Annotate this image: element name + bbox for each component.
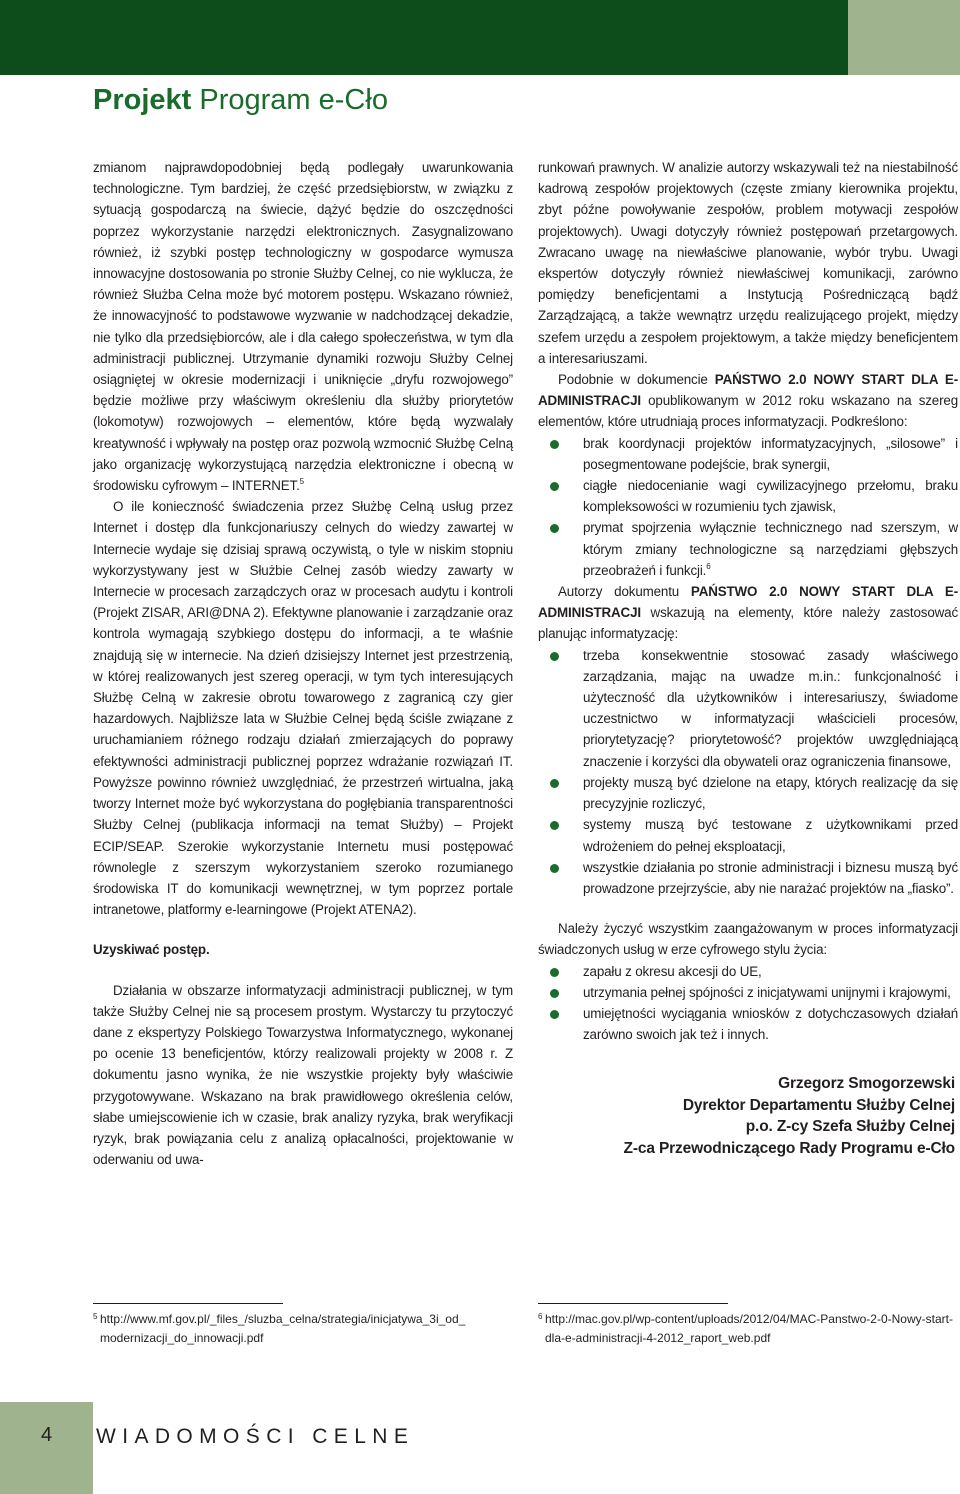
signature-role: Dyrektor Departamentu Służby Celnej (682, 1096, 955, 1114)
footnote-number: 5 (93, 1312, 98, 1321)
bullet-list-1 (538, 433, 958, 581)
right-paragraph-1: runkowań prawnych. W analizie autorzy wskazywali też na niestabilność kadrową zespołów projektowych (częste zmiany kierownika projektu, zbyt późne powoływanie zespołów, problem motywacji zespołów projektowych). Uwagi dotyczyły również postępowań przetargowych. Zwracano uwagę na niewłaściwe planowanie, wybór trybu. Uwagi ekspertów dotyczyły również niewłaściwej komunikacji, zarówno pomiędzy beneficjentami a Instytucją Pośredniczącą bądź Zarządzającą, a także wewnątrz urzędu realizującego projekt, między szefem urzędu a zespołem projektowym, a także między beneficjentem a interesariuszami. (538, 160, 958, 366)
left-paragraph-1-text: zmianom najprawdopodobniej będą podlegały uwarunkowania technologiczne. Tym bardziej, że część przedsiębiorstw, w związku z sytuacją gospodarczą na świecie, dążyć będzie do oszczędności poprzez wykorzystanie narzędzi elektronicznych. Zasygnalizowano również, iż szybki postęp technologiczny w gospodarce wymusza innowacyjne dostosowania po stronie Służby Celnej, co nie wyklucza, że również Służba Celna może być motorem postępu. Wskazano również, że innowacyjność to podstawowe wyzwanie w nadchodzącej dekadzie, nie tylko dla przedsiębiorców, ale i dla całego społeczeństwa, w tym dla administracji publicznej. Utrzymanie dynamiki rozwoju Służby Celnej osiągniętej w okresie modernizacji i uniknięcie „dryfu rozwojowego” będzie możliwe przy właściwym określeniu dla służby priorytetów (lokomotyw) rozwojowych – elementów, które będą wyzwalały kreatywność i wpływały na postęp oraz pozwolą wzmocnić Służbę Celną jako organizację wykorzystującą narzędzia elektroniczne i obecną w środowisku cyfrowym – INTERNET. (93, 160, 513, 494)
header-bar (0, 0, 848, 75)
signature-name: Grzegorz Smogorzewski (778, 1075, 955, 1093)
list-item: umiejętności wyciągania wniosków z dotychczasowych działań zarówno swoich jak też i innych. (538, 1003, 958, 1045)
right-paragraph-3 (538, 581, 958, 645)
right-paragraph-2 (538, 369, 958, 433)
right-paragraph-3-b: wskazują na elementy, które należy zastosować planując informatyzację: (538, 605, 958, 642)
left-paragraph-1 (93, 157, 513, 496)
footnote-ref-6: 6 (706, 561, 711, 571)
spacer (93, 920, 513, 939)
left-column (93, 157, 513, 1170)
right-paragraph-3-a: Autorzy dokumentu (558, 584, 691, 600)
list-item: ciągłe niedocenianie wagi cywilizacyjnego przełomu, braku kompleksowości w rozumieniu tych zjawisk, (538, 475, 958, 517)
page-number: 4 (40, 1424, 53, 1446)
title-bold: Projekt (93, 84, 192, 116)
signature-block (538, 1073, 955, 1159)
signature-role: p.o. Z-cy Szefa Służby Celnej (745, 1118, 955, 1136)
page-title (93, 80, 388, 120)
list-item: trzeba konsekwentnie stosować zasady właściwego zarządzania, mając na uwadze m.in.: funkcjonalność i użyteczność dla użytkowników i interesariuszy, świadome uczestnictwo w informatyzacji właścicieli procesów, priorytetyzację? priorytetowość? projektów uwzględniającą znaczenie i korzyści dla obywateli oraz ograniczenia finansowe, (538, 645, 958, 772)
left-paragraph-2: O ile konieczność świadczenia przez Służbę Celną usług przez Internet i dostęp dla funkcjonariuszy celnych do wiedzy zawartej w Internecie wydaje się dzisiaj sprawą oczywistą, o tyle w niskim stopniu wykorzystywany jest w Służbie Celnej zasób wiedzy zawarty w Internecie w procesach zarządczych oraz w procesach audytu i kontroli (Projekt ZISAR, ARI@DNA 2). Efektywne planowanie i zarządzanie oraz kontrola wymagają szybkiego dostępu do informacji, a te właśnie znajdują się w internecie. Na dzień dzisiejszy Internet jest przestrzenią, w której realizowanych jest szereg operacji, w tym tych interesujących Służbę Celną w zakresie obrotu towarowego z zagranicą czy gier hazardowych. Najbliższe lata w Służbie Celnej będą ściśle związane z uruchamianiem różnego rodzaju działań zmierzających do poprawy efektywności administracji publicznej poprzez wdrażanie rozwiązań IT. Powyższe powinno również uwzględniać, że przestrzeń wirtualna, jaką tworzy Internet może być wykorzystana do pogłębiania transparentności Służby Celnej (publikacja informacji na temat Służby) – Projekt ECIP/SEAP. Szerokie wykorzystanie Internetu musi postępować równolegle z szerszym wykorzystaniem szeroko rozumianego środowiska IT do komunikacji wewnętrznej, w tym poprzez portale intranetowe, platformy e-learningowe (Projekt ATENA2). (93, 499, 513, 918)
bullet-list-3 (538, 961, 958, 1046)
footnote-number: 6 (538, 1312, 543, 1321)
footnote-link[interactable]: http://www.mf.gov.pl/_files_/sluzba_celna/strategia/inicjatywa_3i_od_ modernizacji_do_innowacji.pdf (100, 1312, 466, 1345)
document-title: PAŃSTWO 2.0 NOWY START DLA E-ADMINISTRACJI (538, 372, 959, 409)
spacer (93, 961, 513, 980)
magazine-name: WIADOMOŚCI CELNE (96, 1425, 415, 1448)
list-item: wszystkie działania po stronie administracji i biznesu muszą być prowadzone przejrzyście, aby nie narażać projektów na „fiasko”. (538, 857, 958, 899)
footnote-ref-5: 5 (299, 477, 304, 487)
footnote-rule-right (538, 1303, 728, 1304)
list-item (538, 517, 958, 581)
footnote-rule-left (93, 1303, 283, 1304)
footnote-link[interactable]: http://mac.gov.pl/wp-content/uploads/2012/04/MAC-Panstwo-2-0-Nowy-start-dla-e-administracji-4-2012_raport_web.pdf (545, 1312, 953, 1345)
list-item: systemy muszą być testowane z użytkownikami przed wdrożeniem do pełnej eksploatacji, (538, 814, 958, 856)
list-item: projekty muszą być dzielone na etapy, których realizację da się precyzyjnie rozliczyć, (538, 772, 958, 814)
signature-role: Z-ca Przewodniczącego Rady Programu e-Cło (623, 1139, 955, 1157)
bullet-list-2 (538, 645, 958, 899)
right-paragraph-2-b: opublikowanym w 2012 roku wskazano na szereg elementów, które utrudniają proces informatyzacji. Podkreślono: (538, 393, 958, 430)
document-title: PAŃSTWO 2.0 NOWY START DLA E-ADMINISTRACJI (538, 584, 959, 621)
right-column (538, 157, 958, 1159)
header-accent-block (848, 0, 960, 75)
list-item: zapału z okresu akcesji do UE, (538, 961, 958, 982)
right-paragraph-2-a: Podobnie w dokumencie (558, 372, 715, 388)
right-paragraph-4: Należy życzyć wszystkim zaangażowanym w proces informatyzacji świadczonych usług w erze cyfrowego stylu życia: (538, 921, 958, 958)
footnote-5 (93, 1310, 513, 1348)
title-rest: Program e-Cło (191, 84, 388, 116)
left-paragraph-3: Działania w obszarze informatyzacji administracji publicznej, w tym także Służby Celnej nie są procesem prostym. Wystarczy tu przytoczyć dane z ekspertyzy Polskiego Towarzystwa Informatycznego, wykonanej po ocenie 13 beneficjentów, którzy realizowali projekty w 2008 r. Z dokumentu jasno wynika, że nie wszystkie projekty były właściwie przygotowywane. Wskazano na brak prawidłowego określenia celów, słabe umiejscowienie ich w czasie, brak analizy ryzyka, brak weryfikacji ryzyk, brak powiązania celu z analizą opłacalności, projektowanie w oderwaniu od uwa- (93, 982, 513, 1168)
list-item-text: prymat spojrzenia wyłącznie technicznego nad szerszym, w którym zmiany technologiczne są narzędziami głębszych przeobrażeń i funkcji. (583, 520, 958, 578)
list-item: brak koordynacji projektów informatyzacyjnych, „silosowe” i posegmentowane podejście, brak synergii, (538, 433, 958, 475)
spacer (538, 899, 958, 918)
section-heading: Uzyskiwać postęp. (93, 942, 210, 958)
list-item: utrzymania pełnej spójności z inicjatywami unijnymi i krajowymi, (538, 982, 958, 1003)
footnote-6 (538, 1310, 958, 1348)
